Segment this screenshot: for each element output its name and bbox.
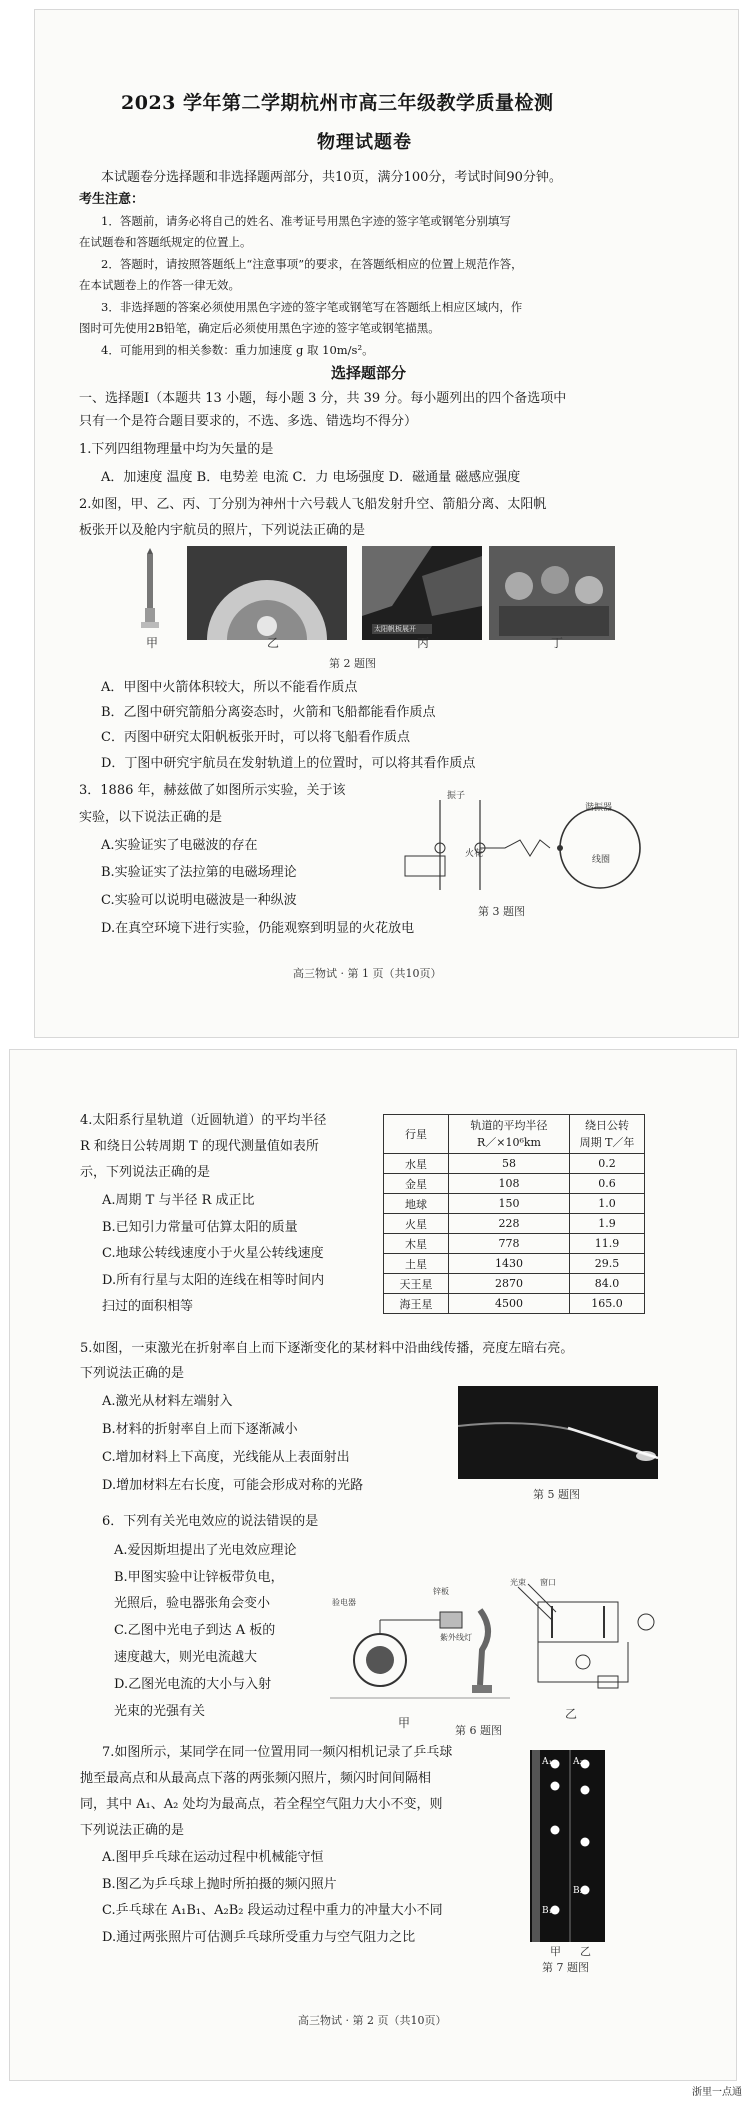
option-d: D．丁图中研究宇航员在发射轨道上的位置时，可以将其看作质点 [101, 756, 476, 771]
table-row [384, 1294, 645, 1314]
photo-caption: 太阳帆板展开 [374, 625, 416, 633]
table-cell: 150 [449, 1194, 570, 1214]
photoelectric-figure-jia [330, 1590, 510, 1710]
table-row [384, 1174, 645, 1194]
table-cell: 木星 [384, 1234, 449, 1254]
table-header: 行星 [384, 1115, 449, 1154]
figure-label-electroscope: 验电器 [332, 1598, 356, 1607]
question-6-stem: 6．下列有关光电效应的说法错误的是 [102, 1514, 319, 1529]
table-cell: 58 [449, 1154, 570, 1174]
exam-title: 2023 学年第二学期杭州市高三年级教学质量检测 [121, 92, 554, 114]
solar-panel-photo [362, 546, 482, 640]
option-c: C.乙图中光电子到达 A 板的 [114, 1623, 276, 1638]
option-d: D.通过两张照片可估测乒乓球所受重力与空气阻力之比 [102, 1930, 416, 1945]
option-d-continued: 扫过的面积相等 [102, 1299, 194, 1314]
table-row [384, 1234, 645, 1254]
option-b: B．乙图中研究箭船分离姿态时，火箭和飞船都能看作质点 [101, 705, 436, 720]
figure-caption: 第 3 题图 [478, 905, 525, 918]
note-line: 2．答题时，请按照答题纸上“注意事项”的要求，在答题纸相应的位置上规范作答， [101, 257, 523, 271]
figure-label-yi: 乙 [565, 1707, 578, 1721]
table-cell: 海王星 [384, 1294, 449, 1314]
table-row [384, 1214, 645, 1234]
option-b-continued: 光照后，验电器张角会变小 [114, 1596, 271, 1611]
note-line: 图时可先使用2B铅笔，确定后必须使用黑色字迹的签字笔或钢笔描黑。 [79, 321, 440, 335]
option-d: D.在真空环境下进行实验，仍能观察到明显的火花放电 [101, 921, 415, 936]
option-d: D.增加材料左右长度，可能会形成对称的光路 [102, 1478, 364, 1493]
table-header [449, 1115, 570, 1154]
option-c: C.地球公转线速度小于火星公转线速度 [102, 1246, 324, 1261]
section-title: 选择题部分 [331, 364, 407, 382]
table-cell: 4500 [449, 1294, 570, 1314]
table-cell: 天王星 [384, 1274, 449, 1294]
table-header-line: 轨道的平均半径 [470, 1119, 548, 1132]
option-b: B.图乙为乒乓球上抛时所拍摄的频闪照片 [102, 1877, 337, 1892]
question-4-stem: 4.太阳系行星轨道（近圆轨道）的平均半径 [80, 1113, 327, 1128]
hertz-experiment-figure [395, 790, 655, 900]
table-cell: 165.0 [570, 1294, 645, 1314]
figure-label-spark: 火花 [465, 849, 484, 859]
table-cell: 1.9 [570, 1214, 645, 1234]
table-cell: 金星 [384, 1174, 449, 1194]
page-footer: 高三物试 · 第 1 页（共10页） [293, 967, 442, 980]
table-row [384, 1274, 645, 1294]
table-cell: 228 [449, 1214, 570, 1234]
figure-label-jia: 甲 [398, 1716, 411, 1730]
figure-label-uv-lamp: 紫外线灯 [440, 1633, 472, 1642]
table-cell: 11.9 [570, 1234, 645, 1254]
question-2-stem: 板张开以及舱内宇航员的照片，下列说法正确的是 [79, 523, 366, 538]
question-1-stem: 1.下列四组物理量中均为矢量的是 [79, 442, 274, 457]
figure-label-jia: 甲 [550, 1945, 561, 1958]
table-row [384, 1194, 645, 1214]
separation-photo [187, 546, 347, 640]
figure-label-jia: 甲 [146, 636, 159, 650]
option-a: A.激光从材料左端射入 [102, 1394, 233, 1409]
table-cell: 火星 [384, 1214, 449, 1234]
question-3-stem: 实验，以下说法正确的是 [79, 810, 223, 825]
question-4-stem: R 和绕日公转周期 T 的现代测量值如表所 [80, 1139, 319, 1154]
note-line: 4．可能用到的相关参数：重力加速度 g 取 10m/s²。 [101, 343, 374, 357]
question-2-stem: 2.如图，甲、乙、丙、丁分别为神州十六号载人飞船发射升空、箭船分离、太阳帆 [79, 497, 547, 512]
table-cell: 2870 [449, 1274, 570, 1294]
figure-label-yi: 乙 [580, 1945, 591, 1958]
strobe-label-a1: A₁ [542, 1757, 553, 1767]
option-a: A.爱因斯坦提出了光电效应理论 [114, 1543, 297, 1558]
question-7-stem: 抛至最高点和从最高点下落的两张频闪照片，频闪时间间隔相 [80, 1771, 432, 1786]
intro-text: 本试题卷分选择题和非选择题两部分，共10页，满分100分，考试时间90分钟。 [101, 170, 562, 185]
part1-instruction: 只有一个是符合题目要求的，不选、多选、错选均不得分） [79, 414, 418, 429]
figure-label-resonator: 谐振器 [585, 803, 613, 813]
option-b: B.已知引力常量可估算太阳的质量 [102, 1220, 298, 1235]
table-row [384, 1154, 645, 1174]
figure-label-light-beam: 光束 [510, 1578, 526, 1587]
table-cell: 土星 [384, 1254, 449, 1274]
question-7-stem: 7.如图所示，某同学在同一位置用同一频闪相机记录了乒乓球 [102, 1745, 453, 1760]
figure-label-coil: 线圈 [592, 855, 611, 865]
figure-caption: 第 2 题图 [329, 657, 376, 670]
table-cell: 1430 [449, 1254, 570, 1274]
note-line: 在本试题卷上的作答一律无效。 [79, 278, 240, 292]
option-a: A.图甲乒乓球在运动过程中机械能守恒 [102, 1850, 324, 1865]
option-b: B.材料的折射率自上而下逐渐减小 [102, 1422, 298, 1437]
option-c: C．丙图中研究太阳帆板张开时，可以将飞船看作质点 [101, 730, 410, 745]
figure-caption: 第 5 题图 [533, 1488, 580, 1501]
question-7-stem: 下列说法正确的是 [80, 1823, 185, 1838]
table-cell: 29.5 [570, 1254, 645, 1274]
exam-page-2 [10, 1050, 736, 2080]
option-d-continued: 光束的光强有关 [114, 1704, 206, 1719]
part1-instruction: 一、选择题Ⅰ（本题共 13 小题，每小题 3 分，共 39 分。每小题列出的四个备选项中 [79, 391, 567, 406]
option-a: A.实验证实了电磁波的存在 [101, 838, 258, 853]
question-3-stem: 3．1886 年，赫兹做了如图所示实验，关于该 [79, 783, 346, 798]
exam-subtitle: 物理试题卷 [317, 132, 412, 153]
figure-label-oscillator: 振子 [447, 791, 466, 801]
option-a: A．甲图中火箭体积较大，所以不能看作质点 [101, 680, 358, 695]
table-row [384, 1254, 645, 1274]
table-cell: 108 [449, 1174, 570, 1194]
watermark: 浙里一点通 [692, 2087, 742, 2098]
question-5-stem: 5.如图，一束激光在折射率自上而下逐渐变化的某材料中沿曲线传播，亮度左暗右亮。 [80, 1341, 574, 1356]
figure-label-ding: 丁 [551, 636, 564, 650]
option-d: D.所有行星与太阳的连线在相等时间内 [102, 1273, 325, 1288]
figure-caption: 第 7 题图 [542, 1961, 589, 1974]
question-5-stem: 下列说法正确的是 [80, 1366, 185, 1381]
table-cell: 地球 [384, 1194, 449, 1214]
astronaut-cabin-photo [489, 546, 615, 640]
table-cell: 778 [449, 1234, 570, 1254]
rocket-launch-photo [139, 548, 161, 630]
figure-caption: 第 6 题图 [455, 1724, 502, 1737]
page-footer: 高三物试 · 第 2 页（共10页） [298, 2014, 447, 2027]
figure-label-bing: 丙 [417, 636, 430, 650]
planet-table [383, 1114, 645, 1314]
table-header-line: 周期 T／年 [579, 1136, 635, 1149]
table-cell: 水星 [384, 1154, 449, 1174]
table-header-line: 绕日公转 [585, 1119, 629, 1132]
photoelectric-figure-yi [508, 1582, 658, 1698]
strobe-label-a2: A₂ [573, 1757, 584, 1767]
table-header-line: R／×10⁶km [476, 1136, 541, 1149]
question-1-options: A．加速度 温度 B．电势差 电流 C．力 电场强度 D．磁通量 磁感应强度 [101, 470, 521, 485]
option-d: D.乙图光电流的大小与入射 [114, 1677, 272, 1692]
notice-heading: 考生注意： [79, 192, 145, 207]
table-cell: 84.0 [570, 1274, 645, 1294]
laser-photo [458, 1386, 658, 1479]
figure-label-yi: 乙 [267, 636, 280, 650]
option-b: B.甲图实验中让锌板带负电， [114, 1570, 284, 1585]
exam-page-1 [35, 10, 738, 1037]
option-a: A.周期 T 与半径 R 成正比 [102, 1193, 255, 1208]
option-c: C.增加材料上下高度，光线能从上表面射出 [102, 1450, 350, 1465]
note-line: 1．答题前，请务必将自己的姓名、准考证号用黑色字迹的签字笔或钢笔分别填写 [101, 214, 511, 228]
table-cell: 0.2 [570, 1154, 645, 1174]
table-header [570, 1115, 645, 1154]
note-line: 在试题卷和答题纸规定的位置上。 [79, 235, 252, 249]
strobe-label-b1: B₁ [542, 1906, 553, 1916]
table-cell: 0.6 [570, 1174, 645, 1194]
question-7-stem: 同，其中 A₁、A₂ 处均为最高点，若全程空气阻力大小不变，则 [80, 1797, 443, 1812]
option-c-continued: 速度越大，则光电流越大 [114, 1650, 258, 1665]
note-line: 3．非选择题的答案必须使用黑色字迹的签字笔或钢笔写在答题纸上相应区域内，作 [101, 300, 523, 314]
option-c: C.实验可以说明电磁波是一种纵波 [101, 893, 297, 908]
figure-label-zinc-plate: 锌板 [433, 1587, 449, 1596]
option-c: C.乒乓球在 A₁B₁、A₂B₂ 段运动过程中重力的冲量大小不同 [102, 1903, 443, 1918]
option-b: B.实验证实了法拉第的电磁场理论 [101, 865, 297, 880]
figure-label-window: 窗口 [540, 1578, 556, 1587]
strobe-label-b2: B₂ [573, 1886, 584, 1896]
table-cell: 1.0 [570, 1194, 645, 1214]
question-4-stem: 示，下列说法正确的是 [80, 1165, 211, 1180]
